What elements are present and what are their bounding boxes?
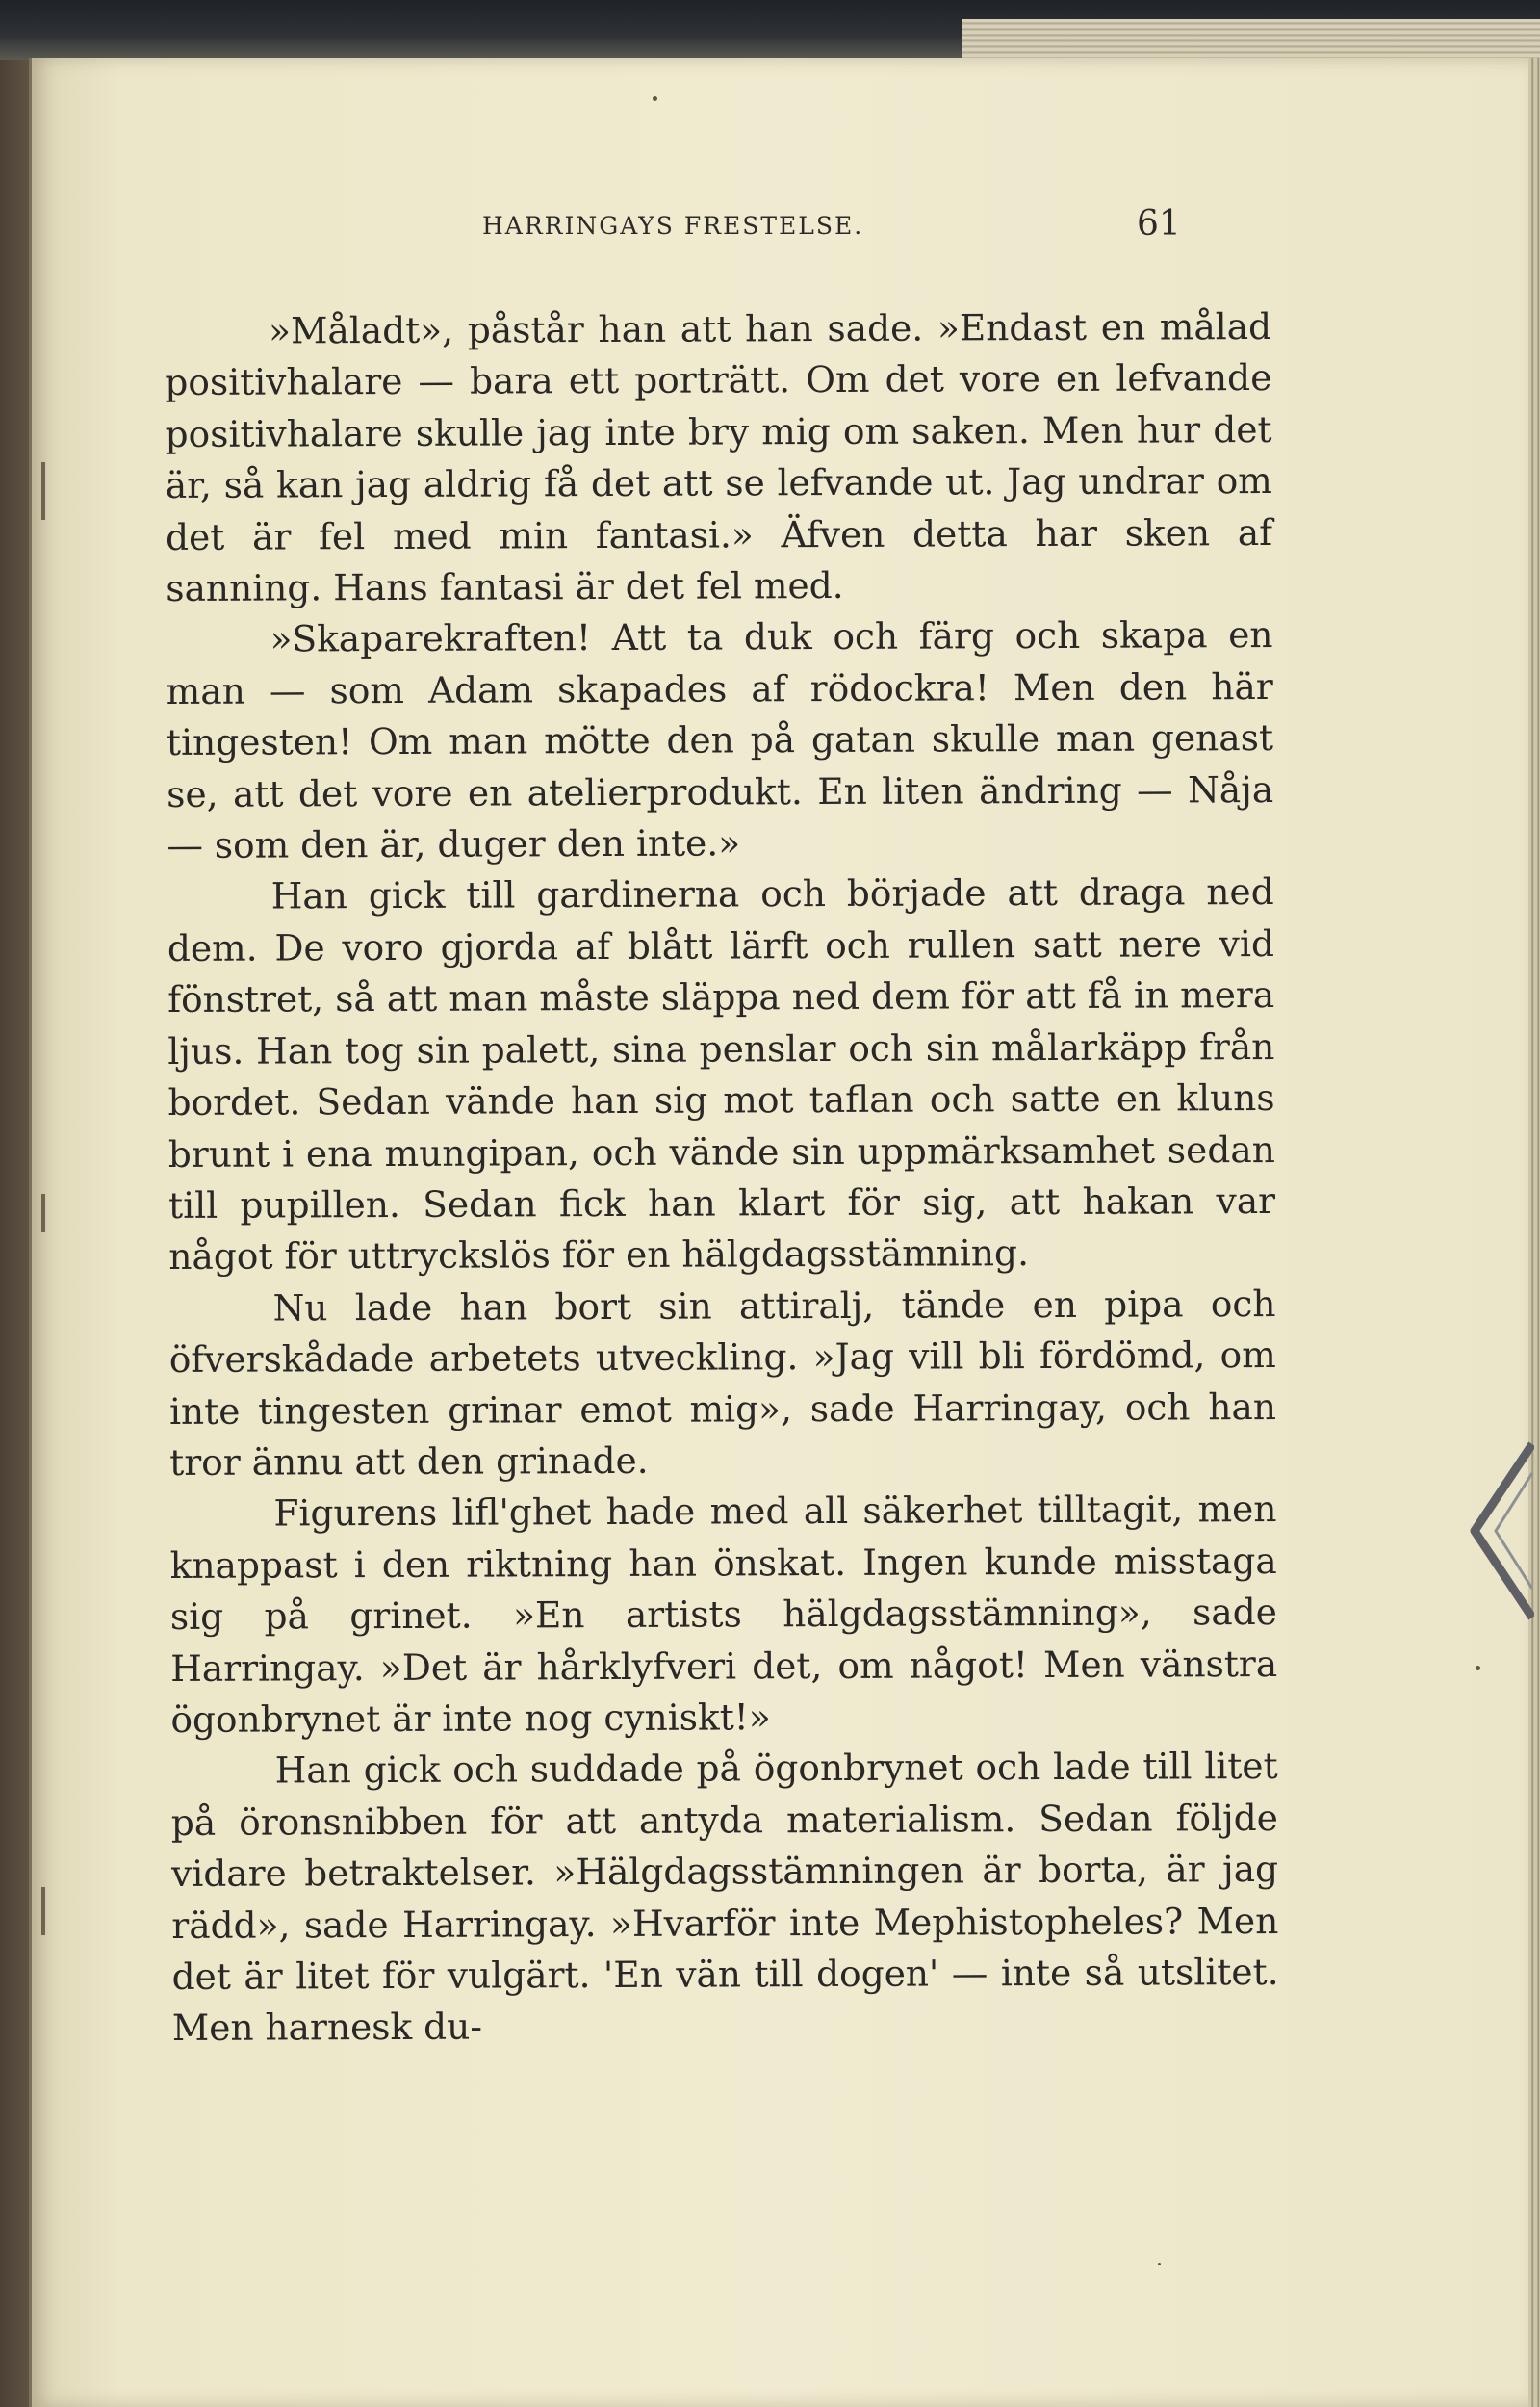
gutter-mark xyxy=(41,1194,45,1232)
paragraph: Han gick till gardinerna och började att draga ned dem. De voro gjorda af blått lärft och rullen satt nere vid fönstret, så att man måste släppa ned dem för att få in mera ljus. Han tog sin palett, sina penslar och sin målarkäpp från bordet. Sedan vände han sig mot taflan och satte en kluns brunt i ena mungipan, och vände sin uppmärksamhet sedan till pupillen. Sedan fick han klart för sig, att hakan var något för uttryckslös för en hälgdagsstämning. xyxy=(167,870,1276,1279)
page-number: 61 xyxy=(1137,204,1181,244)
book-page xyxy=(29,58,1528,2407)
paper-clip-mark xyxy=(1457,1435,1534,1627)
running-title: HARRINGAYS FRESTELSE. xyxy=(482,212,864,240)
paragraph: Nu lade han bort sin attiralj, tände en pipa och öfverskådade arbetets utveckling. »Jag vill bli fördömd, om inte tingesten grinar emot mig», sade Harringay, och han tror ännu att den grinade. xyxy=(168,1281,1277,1484)
paragraph: Figurens lifl'ghet hade med all säkerhet tilltagit, men knappast i den riktning han önskat. Ingen kunde misstaga sig på grinet. »En artists hälgdagsstämning», sade Harringay. »Det är hårklyfveri det, om något! Men vänstra ögonbrynet är inte nog cyniskt!» xyxy=(169,1488,1278,1741)
paragraph: »Måladt», påstår han att han sade. »Endast en målad positivhalare — bara ett porträtt. Om det vore en lefvande positivhalare skulle jag inte bry mig om saken. Men hur det är, så kan jag aldrig få det att se lefvande ut. Jag undrar om det är fel med min fantasi.» Äfven detta har sken af sanning. Hans fantasi är det fel med. xyxy=(165,304,1273,610)
gutter-mark xyxy=(41,462,45,520)
paragraph: »Skaparekraften! Att ta duk och färg och skapa en man — som Adam skapades af rödockra! Men den här tingesten! Om man mötte den på gatan skulle man genast se, att det vore en atelierprodukt. En liten ändring — Nåja — som den är, duger den inte.» xyxy=(166,613,1274,867)
paragraph: Han gick och suddade på ögonbrynet och lade till litet på öronsnibben för att antyda materialism. Sedan följde vidare betraktelser. »Hälgdagsstämningen är borta, är jag rädd», sade Harringay. »Hvarför inte Mephistopheles? Men det är litet för vulgärt. 'En vän till dogen' — inte så utslitet. Men harnesk du- xyxy=(170,1745,1279,2050)
gutter-mark xyxy=(41,1887,45,1935)
body-text xyxy=(165,301,1279,2055)
